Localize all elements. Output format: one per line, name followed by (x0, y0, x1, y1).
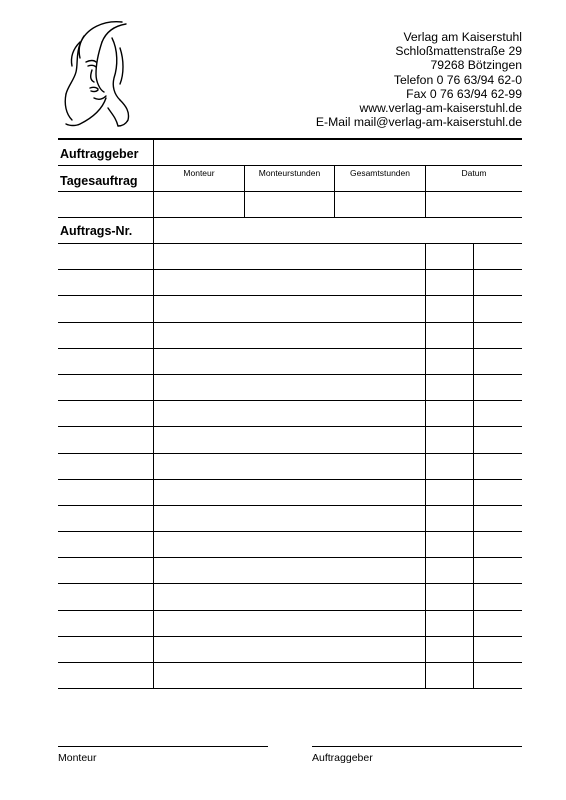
publisher-city: 79268 Bötzingen (430, 58, 522, 73)
line-item-row (58, 610, 522, 636)
line-item-description-cell[interactable] (154, 584, 425, 609)
line-item-qty-cell[interactable] (426, 663, 473, 688)
line-item-qty-cell[interactable] (426, 375, 473, 400)
line-item-qty-cell[interactable] (426, 611, 473, 636)
line-item-qty-cell[interactable] (426, 558, 473, 583)
line-item-row (58, 531, 522, 557)
line-item-description-cell[interactable] (154, 375, 425, 400)
line-item-amount-cell[interactable] (474, 270, 522, 295)
publisher-name: Verlag am Kaiserstuhl (403, 30, 522, 44)
line-item-row (58, 269, 522, 295)
fitter-signature-line[interactable] (58, 746, 268, 747)
line-item-description-cell[interactable] (154, 506, 425, 531)
order-number-field[interactable] (154, 218, 522, 243)
client-signature-label: Auftraggeber (312, 752, 373, 764)
line-item-row (58, 295, 522, 321)
daily-order-label: Tagesauftrag (60, 174, 138, 188)
client-label: Auftraggeber (60, 147, 139, 161)
line-item-number-cell[interactable] (58, 532, 153, 557)
line-item-row (58, 374, 522, 400)
client-signature-line[interactable] (312, 746, 522, 747)
line-item-qty-cell[interactable] (426, 323, 473, 348)
line-item-description-cell[interactable] (154, 323, 425, 348)
line-item-amount-cell[interactable] (474, 296, 522, 321)
fitter-field[interactable] (154, 192, 244, 217)
line-item-number-cell[interactable] (58, 349, 153, 374)
fitter-signature-label: Monteur (58, 752, 97, 764)
line-item-qty-cell[interactable] (426, 296, 473, 321)
line-item-number-cell[interactable] (58, 584, 153, 609)
daily-order-header-row (58, 165, 522, 191)
line-item-amount-cell[interactable] (474, 506, 522, 531)
total-hours-column-header: Gesamtstunden (349, 168, 410, 178)
line-item-row (58, 662, 522, 688)
line-item-number-cell[interactable] (58, 375, 153, 400)
line-item-number-cell[interactable] (58, 270, 153, 295)
line-items (58, 243, 522, 688)
line-item-qty-cell[interactable] (426, 454, 473, 479)
line-item-row (58, 426, 522, 452)
line-item-row (58, 400, 522, 426)
line-item-description-cell[interactable] (154, 427, 425, 452)
order-form (58, 138, 522, 689)
line-item-row (58, 557, 522, 583)
line-item-description-cell[interactable] (154, 558, 425, 583)
line-item-number-cell[interactable] (58, 323, 153, 348)
line-item-qty-cell[interactable] (426, 506, 473, 531)
line-item-row (58, 348, 522, 374)
line-item-qty-cell[interactable] (426, 532, 473, 557)
date-column-header: Datum (461, 168, 487, 178)
line-item-amount-cell[interactable] (474, 454, 522, 479)
line-item-amount-cell[interactable] (474, 427, 522, 452)
order-number-label: Auftrags-Nr. (60, 224, 133, 238)
line-item-number-cell[interactable] (58, 663, 153, 688)
total-hours-field[interactable] (335, 192, 425, 217)
line-item-number-cell[interactable] (58, 611, 153, 636)
line-item-row (58, 505, 522, 531)
fitter-hours-field[interactable] (245, 192, 334, 217)
daily-order-value-row (58, 191, 522, 217)
line-item-qty-cell[interactable] (426, 584, 473, 609)
line-item-number-cell[interactable] (58, 506, 153, 531)
publisher-website: www.verlag-am-kaiserstuhl.de (359, 101, 522, 116)
line-item-number-cell[interactable] (58, 427, 153, 452)
line-item-amount-cell[interactable] (474, 637, 522, 662)
line-item-amount-cell[interactable] (474, 349, 522, 374)
line-item-description-cell[interactable] (154, 663, 425, 688)
line-item-amount-cell[interactable] (474, 611, 522, 636)
line-item-qty-cell[interactable] (426, 349, 473, 374)
table-bottom-border (58, 688, 522, 689)
publisher-street: Schloßmattenstraße 29 (395, 44, 522, 59)
line-item-row (58, 583, 522, 609)
line-item-row (58, 453, 522, 479)
publisher-address (316, 30, 522, 129)
line-item-number-cell[interactable] (58, 480, 153, 505)
line-item-amount-cell[interactable] (474, 401, 522, 426)
line-item-amount-cell[interactable] (474, 323, 522, 348)
line-item-qty-cell[interactable] (426, 637, 473, 662)
date-field[interactable] (426, 192, 522, 217)
line-item-qty-cell[interactable] (426, 270, 473, 295)
woman-portrait-icon (56, 20, 138, 128)
client-field[interactable] (154, 140, 522, 165)
line-item-number-cell[interactable] (58, 244, 153, 269)
line-item-qty-cell[interactable] (426, 427, 473, 452)
line-item-amount-cell[interactable] (474, 375, 522, 400)
line-item-number-cell[interactable] (58, 637, 153, 662)
fitter-hours-column-header: Monteurstunden (258, 168, 321, 178)
line-item-description-cell[interactable] (154, 480, 425, 505)
line-item-description-cell[interactable] (154, 296, 425, 321)
line-item-amount-cell[interactable] (474, 532, 522, 557)
line-item-description-cell[interactable] (154, 244, 425, 269)
line-item-description-cell[interactable] (154, 270, 425, 295)
fitter-column-header: Monteur (183, 168, 215, 178)
line-item-row (58, 322, 522, 348)
line-item-description-cell[interactable] (154, 349, 425, 374)
line-item-number-cell[interactable] (58, 401, 153, 426)
line-item-number-cell[interactable] (58, 454, 153, 479)
line-item-row (58, 636, 522, 662)
line-item-amount-cell[interactable] (474, 480, 522, 505)
publisher-phone: Telefon 0 76 63/94 62-0 (393, 72, 522, 87)
line-item-qty-cell[interactable] (426, 244, 473, 269)
line-item-amount-cell[interactable] (474, 558, 522, 583)
line-item-amount-cell[interactable] (474, 584, 522, 609)
line-item-number-cell[interactable] (58, 558, 153, 583)
line-item-qty-cell[interactable] (426, 401, 473, 426)
line-item-row (58, 479, 522, 505)
client-row (58, 138, 522, 165)
line-item-description-cell[interactable] (154, 401, 425, 426)
line-item-qty-cell[interactable] (426, 480, 473, 505)
order-number-row (58, 217, 522, 243)
line-item-description-cell[interactable] (154, 454, 425, 479)
line-item-row (58, 243, 522, 269)
line-item-description-cell[interactable] (154, 611, 425, 636)
line-item-amount-cell[interactable] (474, 244, 522, 269)
publisher-email: E-Mail mail@verlag-am-kaiserstuhl.de (315, 115, 522, 130)
publisher-logo (56, 20, 138, 128)
line-item-number-cell[interactable] (58, 296, 153, 321)
line-item-description-cell[interactable] (154, 637, 425, 662)
line-item-description-cell[interactable] (154, 532, 425, 557)
line-item-amount-cell[interactable] (474, 663, 522, 688)
publisher-fax: Fax 0 76 63/94 62-99 (406, 86, 522, 101)
